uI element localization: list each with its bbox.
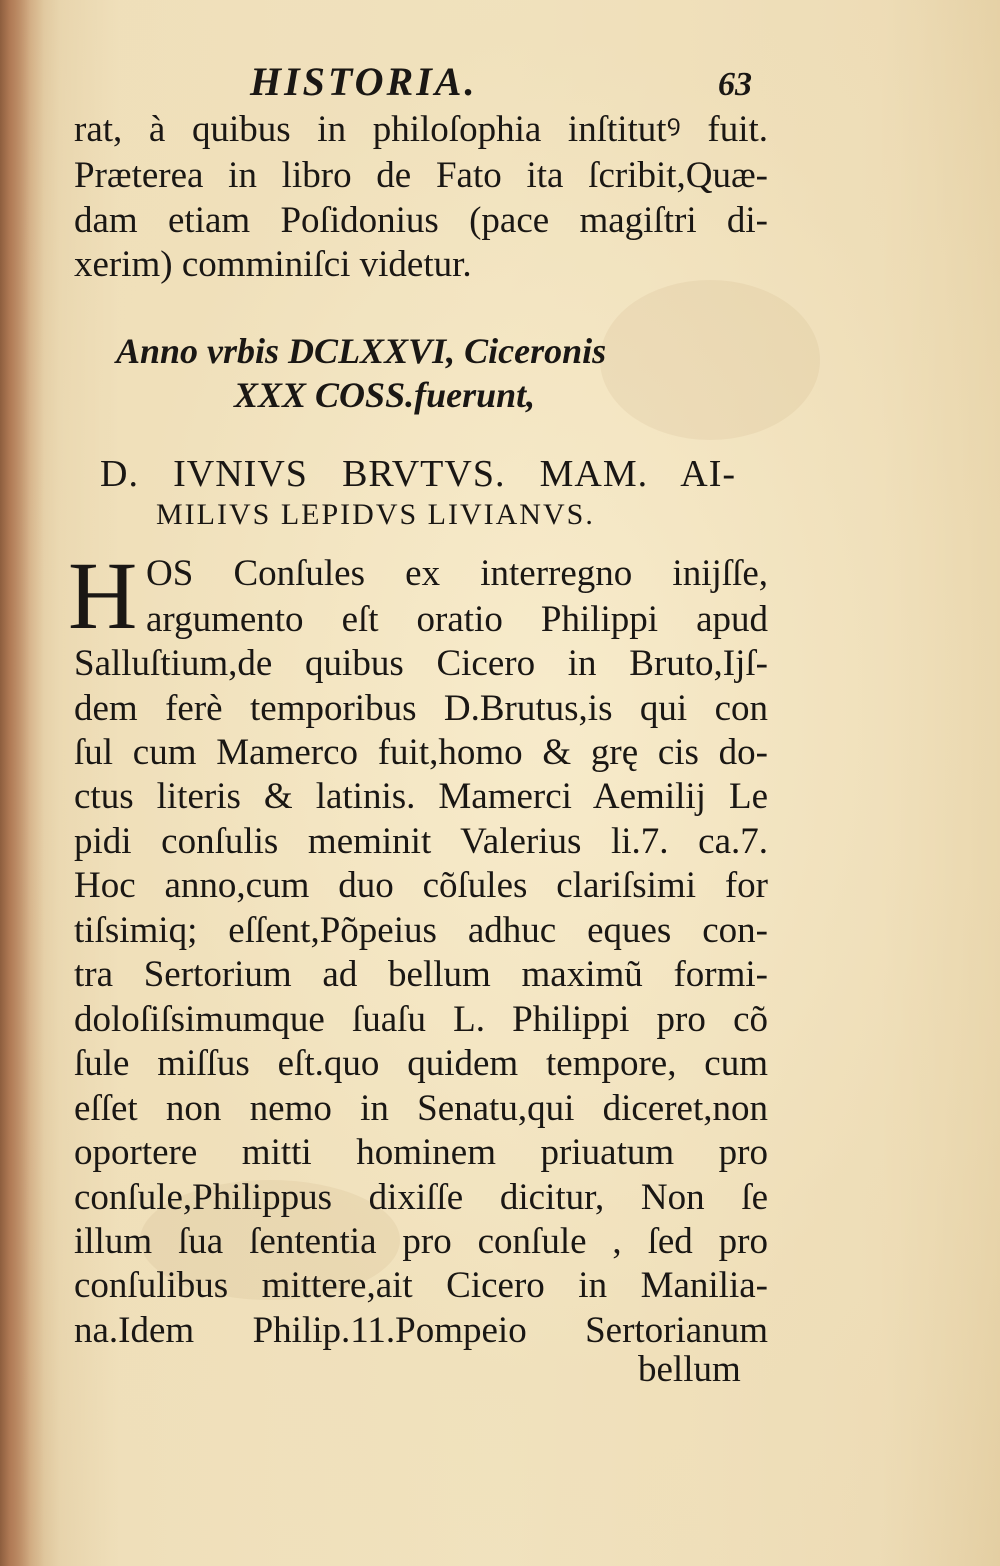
dateline-line-2: XXX COSS.fuerunt,: [234, 375, 536, 415]
text-line: OS Conſules ex interregno inijſſe,: [146, 553, 768, 594]
running-title: HISTORIA.: [250, 59, 478, 104]
text-line: Salluſtium,de quibus Cicero in Bruto,Ijſ-: [74, 643, 768, 684]
text-line: tra Sertorium ad bellum maximũ formi-: [74, 954, 768, 995]
catchword: bellum: [638, 1349, 741, 1390]
consuls-heading-line-2: MILIVS LEPIDVS LIVIANVS.: [156, 498, 595, 531]
text-line: rat, à quibus in philoſophia inſtitutꝰ fuit.: [74, 109, 768, 150]
text-line: conſule,Philippus dixiſſe dicitur, Non ſe: [74, 1177, 768, 1218]
text-line: eſſet non nemo in Senatu,qui diceret,non: [74, 1088, 768, 1129]
consuls-heading-line-1: D. IVNIVS BRVTVS. MAM. AI-: [100, 453, 736, 495]
book-spine: [0, 0, 44, 1566]
text-line: illum ſua ſententia pro conſule , ſed pro: [74, 1221, 768, 1262]
text-line: oportere mitti hominem priuatum pro: [74, 1132, 768, 1173]
text-line: ctus literis & latinis. Mamerci Aemilij Le: [74, 776, 768, 817]
text-line: ſul cum Mamerco fuit,homo & grę cis do-: [74, 732, 768, 773]
text-line: argumento eſt oratio Philippi apud: [146, 599, 768, 640]
page-number: 63: [718, 66, 752, 103]
text-line: Hoc anno,cum duo cõſules clariſsimi for: [74, 865, 768, 906]
drop-capital: H: [68, 542, 138, 649]
paper-stain: [600, 280, 820, 440]
text-line: ſule miſſus eſt.quo quidem tempore, cum: [74, 1043, 768, 1084]
text-line: na.Idem Philip.11.Pompeio Sertorianum: [74, 1310, 768, 1351]
text-line: dem ferè temporibus D.Brutus,is qui con: [74, 688, 768, 729]
text-line: Præterea in libro de Fato ita ſcribit,Quæ-: [74, 155, 768, 196]
text-line: doloſiſsimumque ſuaſu L. Philippi pro cõ: [74, 999, 768, 1040]
dateline-line-1: Anno vrbis DCLXXVI, Ciceronis: [116, 331, 607, 371]
text-line: pidi conſulis meminit Valerius li.7. ca.7.: [74, 821, 768, 862]
text-line: tiſsimiq; eſſent,Põpeius adhuc eques con-: [74, 910, 768, 951]
text-line: dam etiam Poſidonius (pace magiſtri di-: [74, 200, 768, 241]
text-line: conſulibus mittere,ait Cicero in Manilia-: [74, 1265, 768, 1306]
text-line: xerim) comminiſci videtur.: [74, 244, 472, 285]
